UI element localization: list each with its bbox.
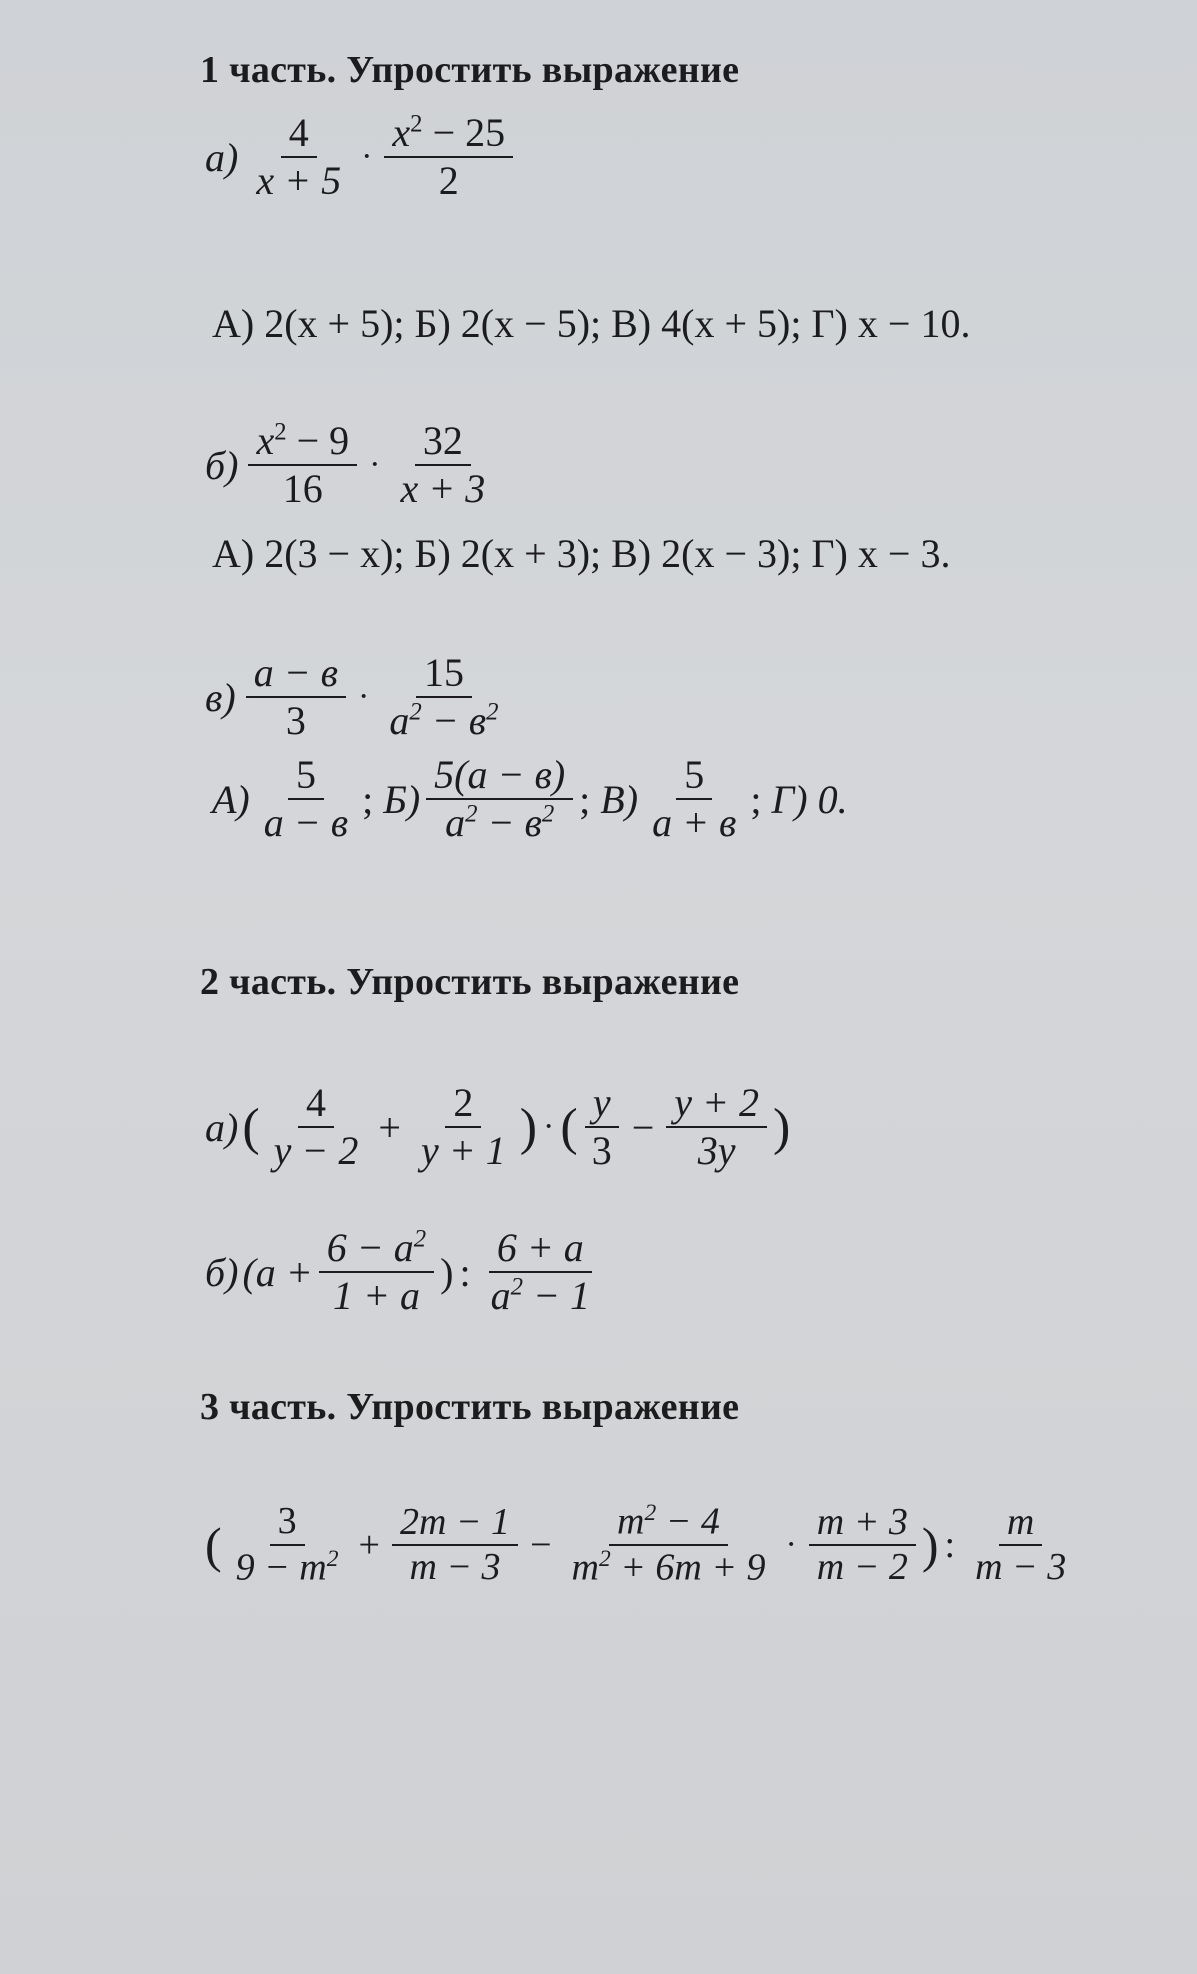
division-sign: : (944, 1524, 956, 1567)
part1-v-answers: А) $\frac{5}{а - в}$ ; Б) $\frac{5(а - в)}{а^2 - в^2}$ ; В) $\frac{5}{а + в}$ ; Г) 0. (212, 752, 848, 845)
multiply-dot: · (543, 1108, 555, 1145)
fraction: $\frac{2}{y + 1}$ (420, 1080, 506, 1173)
part1-item-a (205, 110, 519, 204)
fraction: $\frac{6 - а^2}{1 + а}$ (319, 1225, 434, 1319)
fraction: $\frac{2m - 1}{m - 3}$ (392, 1501, 518, 1590)
multiply-dot: · (358, 678, 370, 715)
fraction: $\frac{15}{а^2 - в^2}$ (389, 650, 499, 743)
fraction: $\frac{m}{m - 3}$ (975, 1500, 1067, 1589)
multiply-dot: · (369, 446, 381, 483)
fraction: $\frac{y}{3}$ (584, 1080, 620, 1174)
part1-item-v (205, 650, 513, 744)
part3-heading: 3 часть. Упростить выражение (200, 1386, 740, 1428)
part1-item-b (205, 418, 499, 512)
item-label: в) (205, 674, 236, 720)
part2-item-a: а) ( $\frac{4}{y - 2}$ + $\frac{2}{y + 1}$ ) · ( $\frac{y}{3}$ − $\frac{y + 2}{3y}$ ) (205, 1080, 791, 1173)
fraction: $\frac{5}{а + в}$ (652, 752, 737, 845)
fraction: $\frac{6 + а}{а^2 - 1}$ (490, 1225, 591, 1318)
fraction: $\frac{5(а - в)}{а^2 - в^2}$ (426, 752, 573, 846)
fraction: $\frac{3}{9 - m^2}$ (235, 1500, 339, 1589)
fraction: $\frac{x^2 - 9}{16}$ (248, 418, 357, 512)
item-label: б) (205, 442, 239, 488)
division-sign: : (459, 1249, 471, 1295)
part1-b-answers: А) 2(3 − x); Б) 2(x + 3); В) 2(x − 3); Г) x − 3. (212, 531, 951, 576)
fraction: $\frac{а - в}{3}$ (246, 650, 346, 744)
fraction: $\frac{x^2 - 25}{2}$ (384, 110, 513, 204)
fraction: $\frac{4}{y - 2}$ (273, 1080, 359, 1173)
part2-heading: 2 часть. Упростить выражение (200, 961, 740, 1003)
item-label: а) (205, 1104, 239, 1150)
part2-item-b: б) (а + $\frac{6 - а^2}{1 + а}$ ) : $\frac{6 + а}{а^2 - 1}$ (205, 1225, 604, 1319)
fraction: $\frac{5}{а - в}$ (263, 752, 349, 845)
item-label: б) (205, 1249, 239, 1295)
fraction: $\frac{32}{x + 3}$ (400, 418, 486, 511)
fraction: $\frac{4}{x + 5}$ (256, 110, 342, 203)
part3-expression: ( $\frac{3}{9 - m^2}$ + $\frac{2m - 1}{m - 3}$ − $\frac{m^2 - 4}{m^2 + 6m + 9}$ · $\frac{m + 3}{m - 2}$ ) : $\frac{m}{m - 3}$ (205, 1500, 1080, 1591)
fraction: $\frac{m + 3}{m - 2}$ (809, 1501, 916, 1590)
item-label: а) (205, 134, 239, 180)
part1-a-answers: А) 2(x + 5); Б) 2(x − 5); В) 4(x + 5); Г) x − 10. (212, 301, 971, 346)
multiply-dot: · (785, 1526, 797, 1564)
multiply-dot: · (361, 138, 373, 175)
fraction: $\frac{y + 2}{3y}$ (666, 1080, 767, 1174)
part1-heading: 1 часть. Упростить выражение (200, 49, 740, 91)
fraction: $\frac{m^2 - 4}{m^2 + 6m + 9}$ (571, 1500, 766, 1589)
